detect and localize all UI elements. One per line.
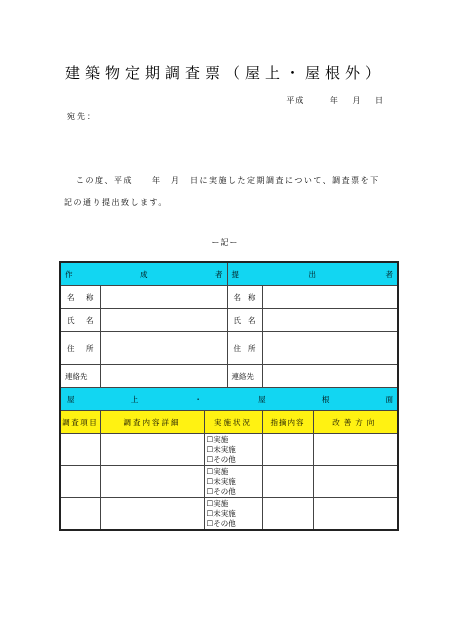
document-title: 建築物定期調査票（屋上・屋根外） [64,64,385,82]
section-char-6: 面 [385,394,394,404]
status-checkbox-not-done[interactable]: ☐未実施 [206,477,236,486]
section-char-2: 上 [130,394,139,404]
inspection-form-table [59,261,399,531]
person-row [60,309,398,332]
submitter-person-field[interactable] [262,309,398,332]
creator-char-3: 者 [215,269,223,279]
col-findings: 指摘内容 [262,411,313,434]
improvement-cell[interactable] [313,498,398,531]
col-improvement: 改善方向 [313,411,398,434]
table-row [60,498,398,531]
col-inspection-item: 調査項目 [60,411,100,434]
submitter-contact-field[interactable] [262,365,398,388]
improvement-cell[interactable] [313,434,398,466]
creator-contact-label: 連絡先 [60,365,100,388]
section-char-5: 根 [321,394,330,404]
item-cell[interactable] [60,434,100,466]
date-era: 平成 [286,96,305,105]
creator-header [60,262,227,286]
section-header-row [60,388,398,411]
submitter-name-field[interactable] [262,286,398,309]
status-checkbox-done[interactable]: ☐実施 [206,499,229,508]
submitter-address-label: 住 所 [227,332,262,365]
status-checkbox-done[interactable]: ☐実施 [206,435,229,444]
name-row [60,286,398,309]
date-line [276,95,384,106]
party-header-row [60,262,398,286]
creator-char-2: 成 [140,269,148,279]
status-checkbox-not-done[interactable]: ☐未実施 [206,509,236,518]
detail-cell[interactable] [100,498,204,531]
status-checkbox-other[interactable]: ☐その他 [206,455,236,464]
section-header [60,388,398,411]
detail-cell[interactable] [100,434,204,466]
table-row [60,434,398,466]
ki-label: ー記ー [211,238,239,247]
submitter-char-2: 出 [308,269,317,279]
contact-row [60,365,398,388]
column-header-row [60,411,398,434]
status-checkbox-not-done[interactable]: ☐未実施 [206,445,236,454]
status-cell [204,434,262,466]
detail-cell[interactable] [100,466,204,498]
col-inspection-detail: 調査内容詳細 [100,411,204,434]
submitter-address-field[interactable] [262,332,398,365]
section-char-1: 屋 [67,394,75,404]
intro-line-2: 記の通り提出致します。 [64,198,168,207]
improvement-cell[interactable] [313,466,398,498]
item-cell[interactable] [60,466,100,498]
col-status: 実施状況 [204,411,262,434]
creator-address-field[interactable] [100,332,227,365]
submitter-contact-label: 連絡先 [227,365,262,388]
creator-name-field[interactable] [100,286,227,309]
findings-cell[interactable] [262,466,313,498]
date-month: 月 [352,96,362,105]
submitter-char-3: 者 [385,269,394,279]
status-cell [204,466,262,498]
creator-contact-field[interactable] [100,365,227,388]
table-row [60,466,398,498]
creator-char-1: 作 [65,269,73,279]
section-char-4: 屋 [258,394,266,404]
creator-person-field[interactable] [100,309,227,332]
creator-person-label: 氏 名 [60,309,100,332]
submitter-person-label: 氏 名 [227,309,262,332]
findings-cell[interactable] [262,434,313,466]
status-checkbox-other[interactable]: ☐その他 [206,519,236,528]
findings-cell[interactable] [262,498,313,531]
status-checkbox-other[interactable]: ☐その他 [206,487,236,496]
submitter-header [227,262,398,286]
submitter-char-1: 提 [231,269,239,279]
status-checkbox-done[interactable]: ☐実施 [206,467,229,476]
intro-line-1: この度、平成 年 月 日に実施した定期調査について、調査票を下 [76,176,380,185]
item-cell[interactable] [60,498,100,531]
intro-paragraph [64,170,389,214]
date-year: 年 [329,96,339,105]
addressee-label: 宛先： [67,112,97,121]
section-char-3: ・ [194,394,202,404]
creator-address-label: 住 所 [60,332,100,365]
address-row [60,332,398,365]
submitter-name-label: 名 称 [227,286,262,309]
status-cell [204,498,262,531]
creator-name-label: 名 称 [60,286,100,309]
date-day: 日 [375,96,384,105]
